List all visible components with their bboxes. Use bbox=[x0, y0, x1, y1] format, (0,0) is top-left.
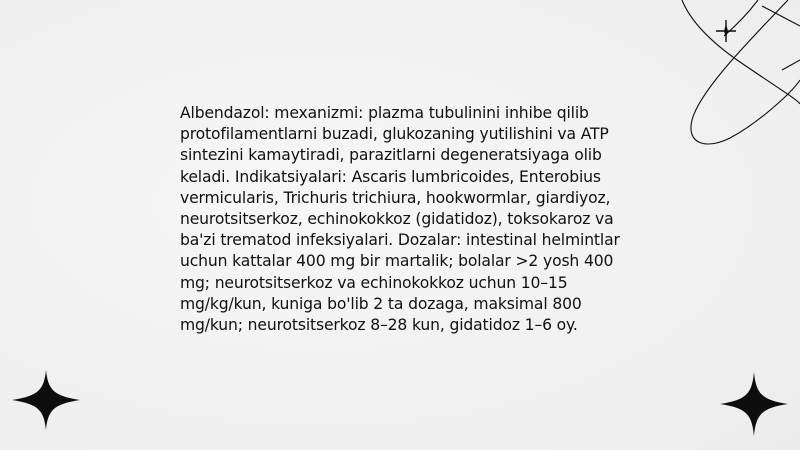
body-text: Albendazol: mexanizmi: plazma tubulinini inhibe qilib protofilamentlarni buzadi, glukozaning yutilishini va ATP sintezini kamaytiradi, parazitlarni degeneratsiyaga olib keladi. Indikatsiyalari: Ascaris lumbricoides, Enterobius vermicularis, Trichuris trichiura, hookwormlar, giardiyoz, neurotsitserkoz, echinokokkoz (gidatidoz), toksokaroz va ba'zi trematod infeksiyalari. Dozalar: intestinal helmintlar uchun kattalar 400 mg bir martalik; bolalar >2 yosh 400 mg; neurotsitserkoz va echinokokkoz uchun 10–15 mg/kg/kun, kuniga bo'lib 2 ta dozaga, maksimal 800 mg/kun; neurotsitserkoz 8–28 kun, gidatidoz 1–6 oy. bbox=[180, 104, 620, 335]
four-point-star-icon bbox=[10, 368, 82, 432]
orbit-lines-icon bbox=[660, 0, 800, 160]
small-sparkle-icon bbox=[716, 20, 736, 42]
four-point-star-icon bbox=[718, 370, 790, 438]
